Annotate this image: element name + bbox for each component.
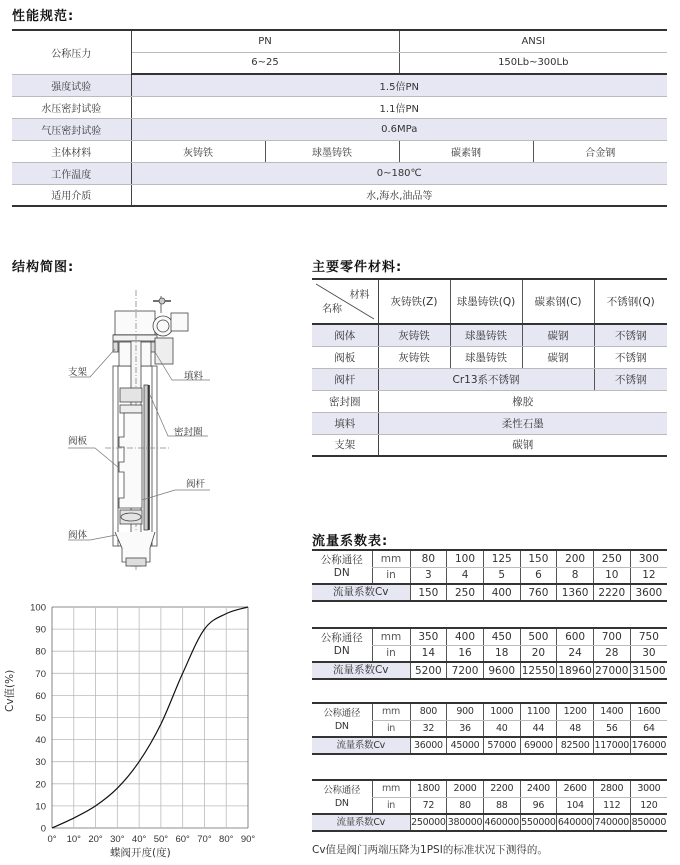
in-value: 4 [447, 567, 484, 584]
in-unit: in [372, 797, 410, 814]
in-value: 3 [410, 567, 447, 584]
in-value: 30 [630, 645, 667, 662]
medium-value: 水,海水,油品等 [366, 191, 433, 203]
cv-value: 640000 [557, 814, 594, 831]
dn-sub-text: DN [333, 567, 350, 579]
cv-value: 117000 [593, 737, 630, 754]
body-material-label: 主体材料 [12, 140, 131, 162]
part-material: 橡胶 [378, 390, 667, 412]
flow-row-mm [312, 703, 667, 720]
cv-value: 760 [520, 584, 557, 601]
flow-title: 流量系数表: [312, 534, 389, 549]
dn-sub-text: DN [333, 645, 350, 657]
flow-row-mm [312, 780, 667, 797]
in-value: 6 [520, 567, 557, 584]
mm-value: 2600 [557, 780, 594, 797]
medium-label: 适用介质 [12, 184, 131, 206]
chart-y-axis-label: Cv值(%) [4, 669, 16, 712]
part-name: 阀板 [312, 346, 378, 368]
cv-value: 31500 [630, 662, 667, 679]
corner-name-label: 名称 [322, 304, 342, 315]
temp-label: 工作温度 [12, 162, 131, 184]
valve-structure-diagram [0, 285, 300, 580]
in-value: 104 [557, 797, 594, 814]
part-material: 柔性石墨 [378, 412, 667, 434]
cv-value: 150 [410, 584, 447, 601]
chart-y-ticks [30, 603, 46, 835]
part-name: 支架 [312, 434, 378, 456]
in-unit: in [372, 645, 410, 662]
cv-label: 流量系数Cv [312, 737, 410, 754]
x-tick-label: 60° [175, 834, 190, 845]
label-seal-ring: 密封圈 [174, 427, 203, 438]
x-tick-label: 0° [47, 834, 57, 845]
part-material: 灰铸铁 [378, 346, 450, 368]
cv-value: 45000 [447, 737, 484, 754]
cv-value: 850000 [630, 814, 667, 831]
mm-value: 1800 [410, 780, 447, 797]
spec-row-label: 水压密封试验 [12, 96, 131, 118]
parts-row [312, 346, 667, 368]
in-value: 24 [557, 645, 594, 662]
mm-value: 900 [447, 703, 484, 720]
mm-value: 2400 [520, 780, 557, 797]
spec-row [12, 96, 667, 118]
in-value: 72 [410, 797, 447, 814]
corner-material-label: 材料 [349, 290, 370, 301]
mm-value: 1600 [630, 703, 667, 720]
in-value: 20 [520, 645, 557, 662]
flow-table [312, 627, 667, 680]
y-tick-label: 30 [35, 757, 46, 769]
mm-value: 300 [630, 550, 667, 567]
part-material: 不锈钢 [594, 346, 667, 368]
valve-disc [120, 388, 142, 402]
mm-value: 1400 [593, 703, 630, 720]
cv-value: 550000 [520, 814, 557, 831]
cv-value: 36000 [410, 737, 447, 754]
gearbox [153, 316, 173, 336]
parts-column-header: 不锈钢(Q) [594, 279, 667, 324]
in-value: 36 [447, 720, 484, 737]
mm-value: 3000 [630, 780, 667, 797]
in-value: 56 [593, 720, 630, 737]
in-value: 120 [630, 797, 667, 814]
body-material-value: 合金钢 [533, 140, 667, 162]
y-tick-label: 100 [30, 602, 46, 614]
part-material: 球墨铸铁 [450, 346, 522, 368]
spec-row [12, 140, 667, 162]
flow-table [312, 779, 667, 832]
cv-value: 3600 [630, 584, 667, 601]
x-tick-label: 80° [219, 834, 234, 845]
cv-label: 流量系数Cv [312, 662, 410, 679]
dn-sub-text: DN [334, 721, 349, 732]
in-value: 32 [410, 720, 447, 737]
mm-value: 250 [593, 550, 630, 567]
flow-row-mm [312, 628, 667, 645]
mm-value: 800 [410, 703, 447, 720]
x-tick-label: 70° [197, 834, 212, 845]
mm-value: 150 [520, 550, 557, 567]
mm-value: 600 [557, 628, 594, 645]
cv-value: 740000 [593, 814, 630, 831]
actuator-housing [115, 311, 155, 335]
x-tick-label: 50° [153, 834, 169, 845]
in-value: 80 [447, 797, 484, 814]
handwheel [159, 298, 165, 304]
mm-unit: mm [372, 628, 410, 645]
in-value: 64 [630, 720, 667, 737]
dn-sub-text: DN [334, 798, 349, 809]
mm-value: 1000 [483, 703, 520, 720]
mm-value: 125 [483, 550, 520, 567]
part-name: 阀杆 [312, 368, 378, 390]
in-value: 44 [520, 720, 557, 737]
y-tick-label: 40 [35, 735, 46, 747]
parts-title: 主要零件材料: [312, 260, 403, 275]
chart-x-axis-label: 蝶阀开度(度) [110, 847, 171, 859]
in-value: 88 [483, 797, 520, 814]
cv-value: 69000 [520, 737, 557, 754]
flow-row-cv [312, 584, 667, 601]
parts-row [312, 324, 667, 346]
part-name: 阀体 [312, 324, 378, 346]
ansi-label: ANSI [399, 30, 667, 52]
mm-value: 1200 [557, 703, 594, 720]
temp-value: 0~180℃ [131, 162, 667, 184]
cv-value: 250000 [410, 814, 447, 831]
y-tick-label: 90 [35, 624, 46, 636]
diagram-title: 结构简图: [12, 260, 75, 275]
mm-value: 200 [557, 550, 594, 567]
seal-ring [144, 385, 148, 530]
mm-value: 350 [410, 628, 447, 645]
part-material: 灰铸铁 [378, 324, 450, 346]
in-value: 28 [593, 645, 630, 662]
in-unit: in [372, 720, 410, 737]
dn-label-text: 公称通径 [320, 554, 363, 566]
x-tick-label: 40° [131, 834, 147, 845]
y-tick-label: 60 [35, 690, 46, 702]
cv-value: 176000 [630, 737, 667, 754]
mm-value: 100 [447, 550, 484, 567]
cv-value: 12550 [520, 662, 557, 679]
in-value: 8 [557, 567, 594, 584]
dn-label [312, 628, 372, 662]
spec-row [12, 74, 667, 96]
dn-label [312, 703, 372, 737]
mm-value: 500 [520, 628, 557, 645]
parts-column-header: 碳素钢(C) [522, 279, 594, 324]
part-material: 不锈钢 [594, 324, 667, 346]
part-material: 碳钢 [522, 324, 594, 346]
spec-title: 性能规范: [12, 9, 75, 24]
in-value: 5 [483, 567, 520, 584]
spec-row-value: 1.5倍PN [131, 74, 667, 96]
y-tick-label: 50 [35, 713, 46, 724]
cv-value: 2220 [593, 584, 630, 601]
mm-unit: mm [372, 550, 410, 567]
y-tick-label: 0 [40, 823, 46, 835]
in-value: 10 [593, 567, 630, 584]
in-value: 40 [483, 720, 520, 737]
spec-row-value: 0.6MPa [131, 118, 667, 140]
flow-table [312, 702, 667, 755]
cv-value: 57000 [483, 737, 520, 754]
spec-row-label: 气压密封试验 [12, 118, 131, 140]
in-unit: in [372, 567, 410, 584]
in-value: 16 [447, 645, 484, 662]
cv-opening-chart [0, 595, 280, 845]
flow-table [312, 549, 667, 602]
chart-grid [52, 607, 248, 828]
mm-value: 750 [630, 628, 667, 645]
ansi-value: 150Lb~300Lb [399, 52, 667, 74]
dn-label [312, 780, 372, 814]
parts-column-header: 灰铸铁(Z) [378, 279, 450, 324]
dn-label [312, 550, 372, 584]
mm-value: 2800 [593, 780, 630, 797]
mm-value: 450 [483, 628, 520, 645]
corner-header [312, 279, 378, 324]
parts-row [312, 434, 667, 456]
part-material: 碳钢 [522, 346, 594, 368]
mm-unit: mm [372, 780, 410, 797]
spec-row [12, 118, 667, 140]
mm-value: 2000 [447, 780, 484, 797]
mm-value: 1100 [520, 703, 557, 720]
spec-table [12, 29, 667, 207]
y-tick-label: 10 [35, 801, 46, 813]
cv-value: 1360 [557, 584, 594, 601]
part-material: 不锈钢 [594, 368, 667, 390]
x-tick-label: 30° [110, 834, 125, 845]
cv-note: Cv值是阀门两端压降为1PSI的标准状况下测得的。 [312, 844, 548, 856]
flow-row-mm [312, 550, 667, 567]
parts-row [312, 368, 667, 390]
cv-label: 流量系数Cv [312, 584, 410, 601]
pn-label: PN [131, 30, 399, 52]
x-tick-label: 20° [88, 834, 103, 845]
cv-value: 400 [483, 584, 520, 601]
spec-row [12, 162, 667, 184]
flow-row-cv [312, 662, 667, 679]
label-stem: 阀杆 [186, 479, 206, 490]
body-material-value: 球墨铸铁 [265, 140, 399, 162]
in-value: 112 [593, 797, 630, 814]
mm-value: 400 [447, 628, 484, 645]
parts-material-table [312, 278, 667, 457]
pressure-label: 公称压力 [12, 30, 131, 74]
cv-value: 27000 [593, 662, 630, 679]
cv-value: 7200 [447, 662, 484, 679]
cv-label: 流量系数Cv [312, 814, 410, 831]
y-tick-label: 20 [35, 779, 46, 791]
flow-row-cv [312, 814, 667, 831]
pn-value: 6~25 [131, 52, 399, 74]
mm-value: 2200 [483, 780, 520, 797]
dn-label-text: 公称通径 [323, 708, 361, 719]
mm-value: 700 [593, 628, 630, 645]
in-value: 48 [557, 720, 594, 737]
part-material: Cr13系不锈钢 [378, 368, 594, 390]
cv-value: 380000 [447, 814, 484, 831]
flow-row-cv [312, 737, 667, 754]
label-packing: 填料 [184, 371, 204, 382]
parts-row [312, 412, 667, 434]
cv-value: 460000 [483, 814, 520, 831]
in-value: 12 [630, 567, 667, 584]
spec-row-label: 强度试验 [12, 74, 131, 96]
part-name: 密封圈 [312, 390, 378, 412]
chart-x-ticks [47, 834, 255, 845]
in-value: 96 [520, 797, 557, 814]
dn-label-text: 公称通径 [320, 632, 363, 644]
mm-value: 80 [410, 550, 447, 567]
parts-row [312, 390, 667, 412]
in-value: 14 [410, 645, 447, 662]
cv-value: 5200 [410, 662, 447, 679]
cv-value: 18960 [557, 662, 594, 679]
in-value: 18 [483, 645, 520, 662]
label-bracket: 支架 [68, 367, 88, 378]
parts-column-header: 球墨铸铁(Q) [450, 279, 522, 324]
x-tick-label: 10° [66, 834, 81, 845]
part-material: 球墨铸铁 [450, 324, 522, 346]
dn-label-text: 公称通径 [323, 785, 361, 796]
part-material: 碳钢 [512, 439, 534, 452]
spec-row [12, 184, 667, 206]
cv-value: 82500 [557, 737, 594, 754]
y-tick-label: 70 [35, 668, 46, 680]
body-material-value: 碳素钢 [399, 140, 533, 162]
cv-value: 9600 [483, 662, 520, 679]
part-name: 填料 [312, 412, 378, 434]
x-tick-label: 90° [240, 834, 256, 845]
body-material-value: 灰铸铁 [131, 140, 265, 162]
y-tick-label: 80 [35, 646, 46, 658]
label-body: 阀体 [68, 530, 88, 541]
mm-unit: mm [372, 703, 410, 720]
label-disc: 阀板 [68, 436, 88, 447]
cv-value: 250 [447, 584, 484, 601]
spec-row-value: 1.1倍PN [131, 96, 667, 118]
